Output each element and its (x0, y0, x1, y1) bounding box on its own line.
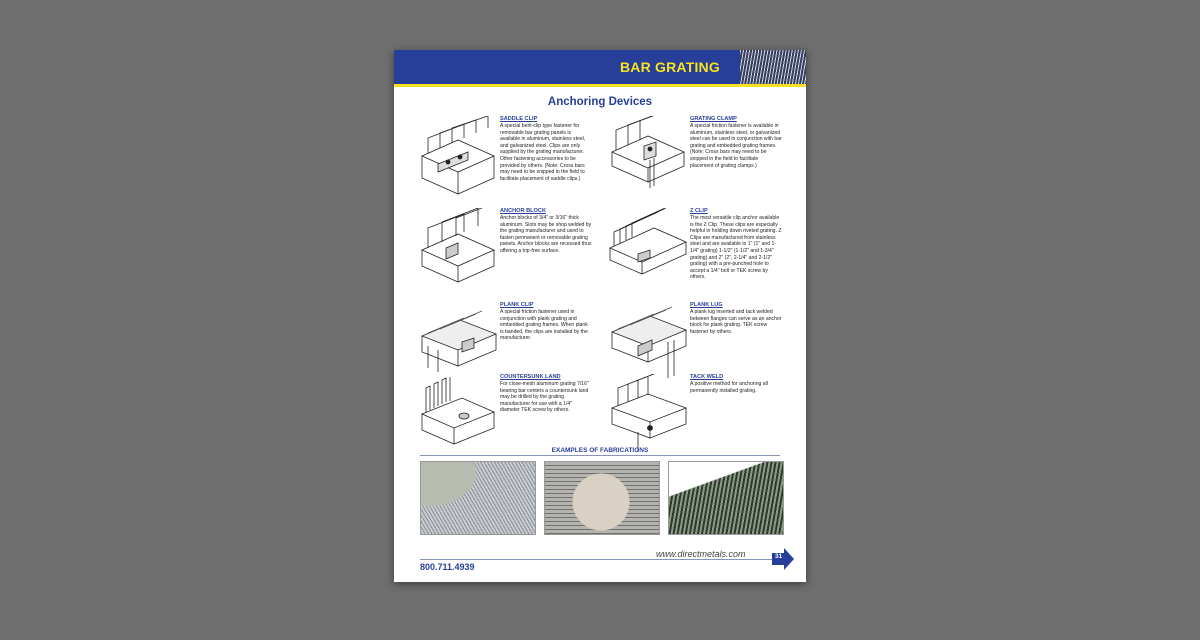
item-title: SADDLE CLIP (500, 116, 538, 122)
item-title: Z CLIP (690, 208, 708, 214)
grating-clamp-illustration (608, 116, 688, 196)
fabrication-photo-2 (544, 461, 660, 535)
item-title: PLANK LUG (690, 302, 723, 308)
z-clip-illustration (608, 208, 688, 288)
item-description: Anchor blocks of 3/4" or 3/16" thick aluminum. Slots may be shop welded by the grating manufacturer and used to fasten permanent or removable grating panels. Anchor blocks are recessed thus offering a trip-free surface. (500, 215, 592, 254)
item-description: For close-mesh aluminum grating 7/16" bearing bar centers a countersunk land may be drilled by the grating manufacturer for use with a 1/4" diameter TEK screw by others. (500, 381, 589, 414)
item-title: GRATING CLAMP (690, 116, 737, 122)
fabrication-photo-3 (668, 461, 784, 535)
item-description: A plank lug inserted and tack welded between flanges can serve as an anchor block for plank grating. TEK screw fastener by others. (690, 309, 782, 335)
item-title: TACK WELD (690, 374, 724, 380)
banner-divider (394, 84, 806, 87)
footer-divider (420, 559, 772, 560)
fabrications-title: EXAMPLES OF FABRICATIONS (551, 447, 649, 454)
fabrications-divider (420, 455, 780, 456)
item-description: The most versatile clip anchor available is the Z Clip. These clips are especially helpful in holding down riveted grating. Z Clips are manufactured from stainless steel and are available in 1" (1" and 1-1/4" grating) 1-1/2" (1-1/2" and 1-3/4" grating) and 2" (2", 2-1/4" and 2-1/2" grating) with a pre-punched hole to accept a 1/4" bolt or TEK screw by others. (690, 215, 782, 281)
phone-number: 800.711.4939 (420, 562, 475, 572)
plank-lug-illustration (608, 302, 688, 382)
item-title: PLANK CLIP (500, 302, 534, 308)
item-title: ANCHOR BLOCK (500, 208, 546, 214)
page-number: 31 (775, 553, 783, 560)
plank-clip-illustration (418, 302, 498, 382)
grating-banner-photo (740, 50, 806, 84)
anchor-block-illustration (418, 208, 498, 288)
item-description: A positive method for anchoring all permanently installed grating. (690, 381, 768, 394)
countersunk-land-illustration (418, 374, 498, 454)
saddle-clip-illustration (418, 116, 498, 196)
banner-title: BAR GRATING (620, 59, 720, 75)
item-description: A special friction fastener is available in aluminum, stainless steel, or galvanized steel can be used in conjunction with bar grating and embedded grating frames. (Note: Cross bars may need to be snipped in the field to facilitate placement of grating clamps.) (690, 123, 782, 169)
section-title: Anchoring Devices (547, 96, 653, 108)
page-number-arrow (772, 548, 794, 570)
website-url[interactable]: www.directmetals.com (656, 549, 746, 559)
item-description: A special friction fastener used in conjunction with plank grating and embedded grating frames. When plank is banded, the clips are installed by the manufacturer. (500, 309, 588, 342)
header-banner (394, 50, 806, 84)
tack-weld-illustration (608, 374, 688, 454)
fabrication-photo-1 (420, 461, 536, 535)
item-title: COUNTERSUNK LAND (500, 374, 561, 380)
item-description: A special bent-clip type fastener for removable bar grating panels is available in aluminum, stainless steel, and galvanized steel. Clips are only supplied by the grating manufacturer. Other fastening accessories to be provided by others. (Note: Cross bars may need to be snipped in the field to facilitate placement of saddle clips.) (500, 123, 586, 182)
catalog-page (394, 50, 806, 582)
